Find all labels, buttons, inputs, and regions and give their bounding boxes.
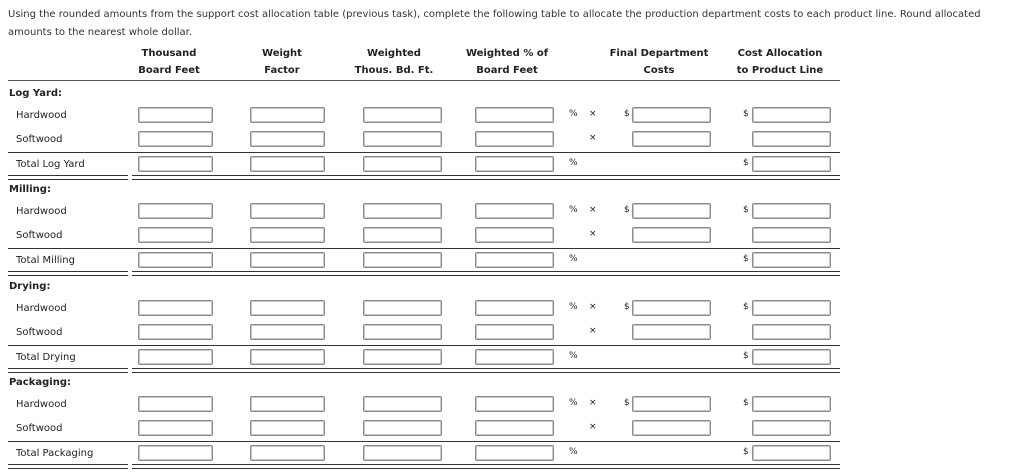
input-weight-factor-softwood[interactable] bbox=[250, 420, 325, 436]
instructions-text: Using the rounded amounts from the support cost allocation table (previous task), complete the following table to allocate the production department costs to each product line. Round allocated amounts to the nearest whole dollar. bbox=[8, 9, 981, 38]
input-weighted-pct-total[interactable] bbox=[475, 252, 554, 268]
input-weighted-thous-bd-ft-hardwood[interactable] bbox=[363, 107, 442, 123]
column-header bbox=[447, 45, 567, 79]
input-weighted-thous-bd-ft-total[interactable] bbox=[363, 445, 442, 461]
multiply-sign: × bbox=[589, 422, 597, 432]
input-board-feet-hardwood[interactable] bbox=[138, 300, 213, 316]
input-weight-factor-hardwood[interactable] bbox=[250, 300, 325, 316]
input-board-feet-total[interactable] bbox=[138, 156, 213, 172]
input-weighted-pct-hardwood[interactable] bbox=[475, 396, 554, 412]
multiply-sign: × bbox=[589, 109, 597, 119]
column-header-line2: Board Feet bbox=[476, 65, 538, 76]
input-final-dept-costs-hardwood[interactable] bbox=[632, 107, 711, 123]
input-weight-factor-total[interactable] bbox=[250, 349, 325, 365]
dollar-sign: $ bbox=[624, 205, 630, 215]
percent-sign: % bbox=[569, 109, 578, 119]
percent-sign: % bbox=[569, 254, 578, 264]
total-double-rule bbox=[132, 271, 840, 276]
dollar-sign: $ bbox=[743, 254, 749, 264]
multiply-sign: × bbox=[589, 229, 597, 239]
section-title: Drying: bbox=[9, 281, 51, 292]
input-weighted-thous-bd-ft-hardwood[interactable] bbox=[363, 396, 442, 412]
total-double-rule bbox=[8, 368, 128, 373]
input-weighted-pct-softwood[interactable] bbox=[475, 324, 554, 340]
total-double-rule bbox=[8, 175, 128, 180]
column-header bbox=[334, 45, 454, 79]
total-top-rule bbox=[8, 345, 840, 346]
percent-sign: % bbox=[569, 205, 578, 215]
input-weighted-thous-bd-ft-total[interactable] bbox=[363, 349, 442, 365]
multiply-sign: × bbox=[589, 205, 597, 215]
input-cost-allocation-hardwood[interactable] bbox=[752, 107, 831, 123]
dollar-sign: $ bbox=[624, 302, 630, 312]
input-cost-allocation-softwood[interactable] bbox=[752, 324, 831, 340]
input-cost-allocation-softwood[interactable] bbox=[752, 227, 831, 243]
input-weighted-pct-total[interactable] bbox=[475, 349, 554, 365]
row-label-total: Total Log Yard bbox=[16, 159, 85, 170]
column-header-line2: Thous. Bd. Ft. bbox=[354, 65, 434, 76]
column-header-line2: to Product Line bbox=[736, 65, 824, 76]
input-final-dept-costs-softwood[interactable] bbox=[632, 324, 711, 340]
input-weighted-pct-softwood[interactable] bbox=[475, 131, 554, 147]
column-header bbox=[599, 45, 719, 79]
input-weighted-thous-bd-ft-total[interactable] bbox=[363, 252, 442, 268]
total-top-rule bbox=[8, 441, 840, 442]
input-final-dept-costs-softwood[interactable] bbox=[632, 420, 711, 436]
row-label-total: Total Milling bbox=[16, 255, 75, 266]
column-header bbox=[720, 45, 840, 79]
input-weighted-thous-bd-ft-softwood[interactable] bbox=[363, 131, 442, 147]
input-board-feet-hardwood[interactable] bbox=[138, 107, 213, 123]
input-cost-allocation-softwood[interactable] bbox=[752, 131, 831, 147]
input-cost-allocation-total[interactable] bbox=[752, 349, 831, 365]
input-final-dept-costs-hardwood[interactable] bbox=[632, 203, 711, 219]
percent-sign: % bbox=[569, 158, 578, 168]
section-title: Packaging: bbox=[9, 377, 71, 388]
dollar-sign: $ bbox=[743, 109, 749, 119]
input-cost-allocation-hardwood[interactable] bbox=[752, 203, 831, 219]
input-board-feet-softwood[interactable] bbox=[138, 131, 213, 147]
input-weighted-thous-bd-ft-softwood[interactable] bbox=[363, 420, 442, 436]
total-top-rule bbox=[8, 152, 840, 153]
input-cost-allocation-hardwood[interactable] bbox=[752, 300, 831, 316]
column-header-line1: Thousand bbox=[141, 48, 197, 59]
input-weight-factor-hardwood[interactable] bbox=[250, 107, 325, 123]
row-label-hardwood: Hardwood bbox=[16, 110, 67, 121]
input-weighted-thous-bd-ft-hardwood[interactable] bbox=[363, 300, 442, 316]
input-weighted-pct-softwood[interactable] bbox=[475, 227, 554, 243]
input-board-feet-hardwood[interactable] bbox=[138, 203, 213, 219]
column-header-line1: Final Department bbox=[609, 48, 709, 59]
multiply-sign: × bbox=[589, 133, 597, 143]
dollar-sign: $ bbox=[743, 205, 749, 215]
input-final-dept-costs-hardwood[interactable] bbox=[632, 300, 711, 316]
input-weighted-pct-hardwood[interactable] bbox=[475, 203, 554, 219]
column-header-line1: Weighted bbox=[367, 48, 421, 59]
input-cost-allocation-total[interactable] bbox=[752, 156, 831, 172]
row-label-total: Total Drying bbox=[16, 352, 76, 363]
total-double-rule bbox=[8, 464, 128, 469]
dollar-sign: $ bbox=[743, 447, 749, 457]
dollar-sign: $ bbox=[743, 398, 749, 408]
column-header bbox=[109, 45, 229, 79]
dollar-sign: $ bbox=[624, 398, 630, 408]
total-top-rule bbox=[8, 248, 840, 249]
input-weight-factor-total[interactable] bbox=[250, 252, 325, 268]
row-label-hardwood: Hardwood bbox=[16, 206, 67, 217]
row-label-hardwood: Hardwood bbox=[16, 399, 67, 410]
column-header-line1: Weight bbox=[262, 48, 302, 59]
input-final-dept-costs-softwood[interactable] bbox=[632, 131, 711, 147]
input-weight-factor-hardwood[interactable] bbox=[250, 396, 325, 412]
input-weight-factor-hardwood[interactable] bbox=[250, 203, 325, 219]
column-header-line1: Weighted % of bbox=[465, 48, 549, 59]
dollar-sign: $ bbox=[624, 109, 630, 119]
total-double-rule bbox=[8, 271, 128, 276]
input-weight-factor-total[interactable] bbox=[250, 445, 325, 461]
percent-sign: % bbox=[569, 351, 578, 361]
input-board-feet-total[interactable] bbox=[138, 445, 213, 461]
input-weighted-thous-bd-ft-total[interactable] bbox=[363, 156, 442, 172]
row-label-softwood: Softwood bbox=[16, 230, 63, 241]
input-weight-factor-softwood[interactable] bbox=[250, 324, 325, 340]
input-weighted-pct-hardwood[interactable] bbox=[475, 300, 554, 316]
input-board-feet-softwood[interactable] bbox=[138, 324, 213, 340]
percent-sign: % bbox=[569, 447, 578, 457]
dollar-sign: $ bbox=[743, 158, 749, 168]
input-weighted-pct-total[interactable] bbox=[475, 445, 554, 461]
dollar-sign: $ bbox=[743, 351, 749, 361]
multiply-sign: × bbox=[589, 302, 597, 312]
input-board-feet-total[interactable] bbox=[138, 252, 213, 268]
input-weight-factor-softwood[interactable] bbox=[250, 227, 325, 243]
percent-sign: % bbox=[569, 302, 578, 312]
input-weighted-pct-total[interactable] bbox=[475, 156, 554, 172]
multiply-sign: × bbox=[589, 326, 597, 336]
input-board-feet-total[interactable] bbox=[138, 349, 213, 365]
row-label-softwood: Softwood bbox=[16, 327, 63, 338]
column-header-line2: Costs bbox=[643, 65, 675, 76]
input-weighted-pct-hardwood[interactable] bbox=[475, 107, 554, 123]
column-header-line2: Factor bbox=[264, 65, 300, 76]
section-title: Milling: bbox=[9, 184, 51, 195]
input-weighted-thous-bd-ft-softwood[interactable] bbox=[363, 324, 442, 340]
column-header-line1: Cost Allocation bbox=[737, 48, 823, 59]
header-rule bbox=[8, 80, 840, 81]
section-title: Log Yard: bbox=[9, 88, 63, 99]
row-label-softwood: Softwood bbox=[16, 134, 63, 145]
column-header-line2: Board Feet bbox=[138, 65, 200, 76]
input-cost-allocation-softwood[interactable] bbox=[752, 420, 831, 436]
input-final-dept-costs-softwood[interactable] bbox=[632, 227, 711, 243]
total-double-rule bbox=[132, 175, 840, 180]
input-cost-allocation-hardwood[interactable] bbox=[752, 396, 831, 412]
input-board-feet-softwood[interactable] bbox=[138, 420, 213, 436]
total-double-rule bbox=[132, 464, 840, 469]
multiply-sign: × bbox=[589, 398, 597, 408]
row-label-total: Total Packaging bbox=[16, 448, 94, 459]
input-weight-factor-softwood[interactable] bbox=[250, 131, 325, 147]
input-board-feet-softwood[interactable] bbox=[138, 227, 213, 243]
row-label-hardwood: Hardwood bbox=[16, 303, 67, 314]
column-header bbox=[222, 45, 342, 79]
percent-sign: % bbox=[569, 398, 578, 408]
input-cost-allocation-total[interactable] bbox=[752, 252, 831, 268]
input-cost-allocation-total[interactable] bbox=[752, 445, 831, 461]
input-board-feet-hardwood[interactable] bbox=[138, 396, 213, 412]
total-double-rule bbox=[132, 368, 840, 373]
input-final-dept-costs-hardwood[interactable] bbox=[632, 396, 711, 412]
dollar-sign: $ bbox=[743, 302, 749, 312]
input-weighted-thous-bd-ft-softwood[interactable] bbox=[363, 227, 442, 243]
input-weight-factor-total[interactable] bbox=[250, 156, 325, 172]
input-weighted-thous-bd-ft-hardwood[interactable] bbox=[363, 203, 442, 219]
input-weighted-pct-softwood[interactable] bbox=[475, 420, 554, 436]
row-label-softwood: Softwood bbox=[16, 423, 63, 434]
